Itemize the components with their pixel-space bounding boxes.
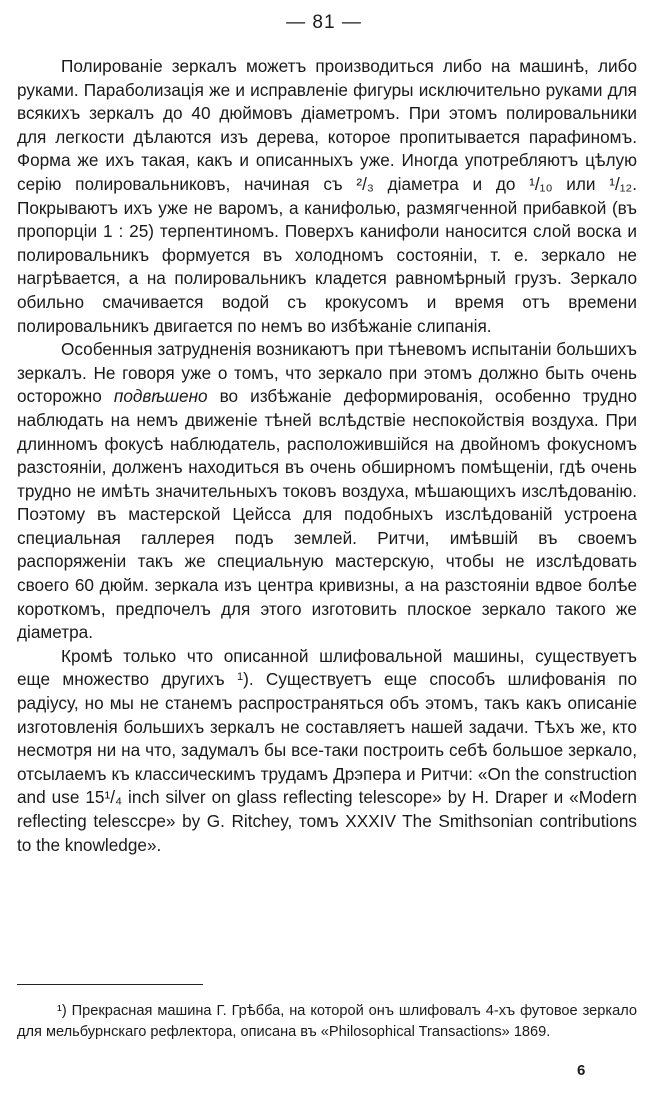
- emphasized-word: подвѣшено: [113, 386, 208, 407]
- paragraph-other-machines: [17, 645, 637, 857]
- paragraph-text-end: ). Существуетъ еще способъ шлифованія по радіусу, но мы не станемъ распространяться объ этомъ, такъ какъ описаніе изготовленія большихъ зеркалъ не составляетъ нашей задачи. Тѣхъ же, кто несмотря ни на что, задумалъ бы все-таки построить себѣ большое зеркало, отсылаемъ къ классическимъ трудамъ Дрэпера и Ритчи: «On the construction and use 15¹/₄ inch silver on glass reflecting telescope» by H. Draper и «Modern reflecting telesccpe» by G. Ritchey, томъ XXXIV The Smithsonian contributions to the knowledge».: [17, 669, 637, 855]
- footnote-reference: 1: [236, 671, 244, 684]
- signature-mark: 6: [577, 1062, 586, 1079]
- footnote-divider: [17, 984, 203, 985]
- paragraph-shadow-test: [17, 338, 637, 645]
- paragraph-text-start: Особенныя затрудненія возникаютъ при тѣневомъ испытаніи большихъ зеркалъ. Не говоря уже о томъ, что зеркало при этомъ должно быть очень осторожно: [17, 339, 637, 407]
- paragraph-text-end: во избѣжаніе деформированія, особенно трудно наблюдать на немъ движеніе тѣней вслѣдствіе неспокойствія воздуха. При длинномъ фокусѣ наблюдатель, расположившійся на двойномъ фокусномъ разстояніи, долженъ находиться въ очень обширномъ помѣщеніи, гдѣ очень трудно не имѣть значительныхъ токовъ воздуха, мѣшающихъ изслѣдованію. Поэтому въ мастерской Цейсса для подобныхъ изслѣдованій устроена специальная галлерея подъ землей. Ритчи, имѣвшій въ своемъ распоряженіи такъ же специальную мастерскую, чтобы не изслѣдовать своего 60 дюйм. зеркала изъ центра кривизны, а на разстояніи вдвое болѣе короткомъ, предпочелъ для этого изготовить плоское зеркало такого же діаметра.: [17, 386, 637, 643]
- paragraph-text-start: Кромѣ только что описанной шлифовальной машины, существуетъ еще множество другихъ: [17, 645, 637, 690]
- paragraph-polishing: Полированіе зеркалъ можетъ производиться либо на машинѣ, либо руками. Параболизація же и исправленіе фигуры исключительно руками для всякихъ зеркалъ до 40 дюймовъ діаметромъ. При этомъ полировальники для легкости дѣлаются изъ дерева, которое пропитывается парафиномъ. Форма же ихъ такая, какъ и описанныхъ уже. Иногда употребляютъ цѣлую серію полировальниковъ, начиная съ ²/₃ діаметра и до ¹/₁₀ или ¹/₁₂. Покрываютъ ихъ уже не варомъ, а канифолью, размягченной прибавкой (въ пропорціи 1 : 25) терпентиномъ. Поверхъ канифоли наносится слой воска и полировальникъ формуется въ холодномъ состояніи, т. е. зеркало не нагрѣвается, а на полировальникъ кладется равномѣрный грузъ. Зеркало обильно смачивается водой съ крокусомъ и время отъ времени полировальникъ двигается по немъ во избѣжаніе слипанія.: [17, 56, 637, 336]
- page-number: — 81 —: [286, 12, 362, 33]
- footnote: ¹) Прекрасная машина Г. Грѣбба, на которой онъ шлифовалъ 4-хъ футовое зеркало для мельбурнскаго рефлектора, описана въ «Philosophical Transactions» 1869.: [17, 1003, 637, 1040]
- main-text: [17, 55, 637, 857]
